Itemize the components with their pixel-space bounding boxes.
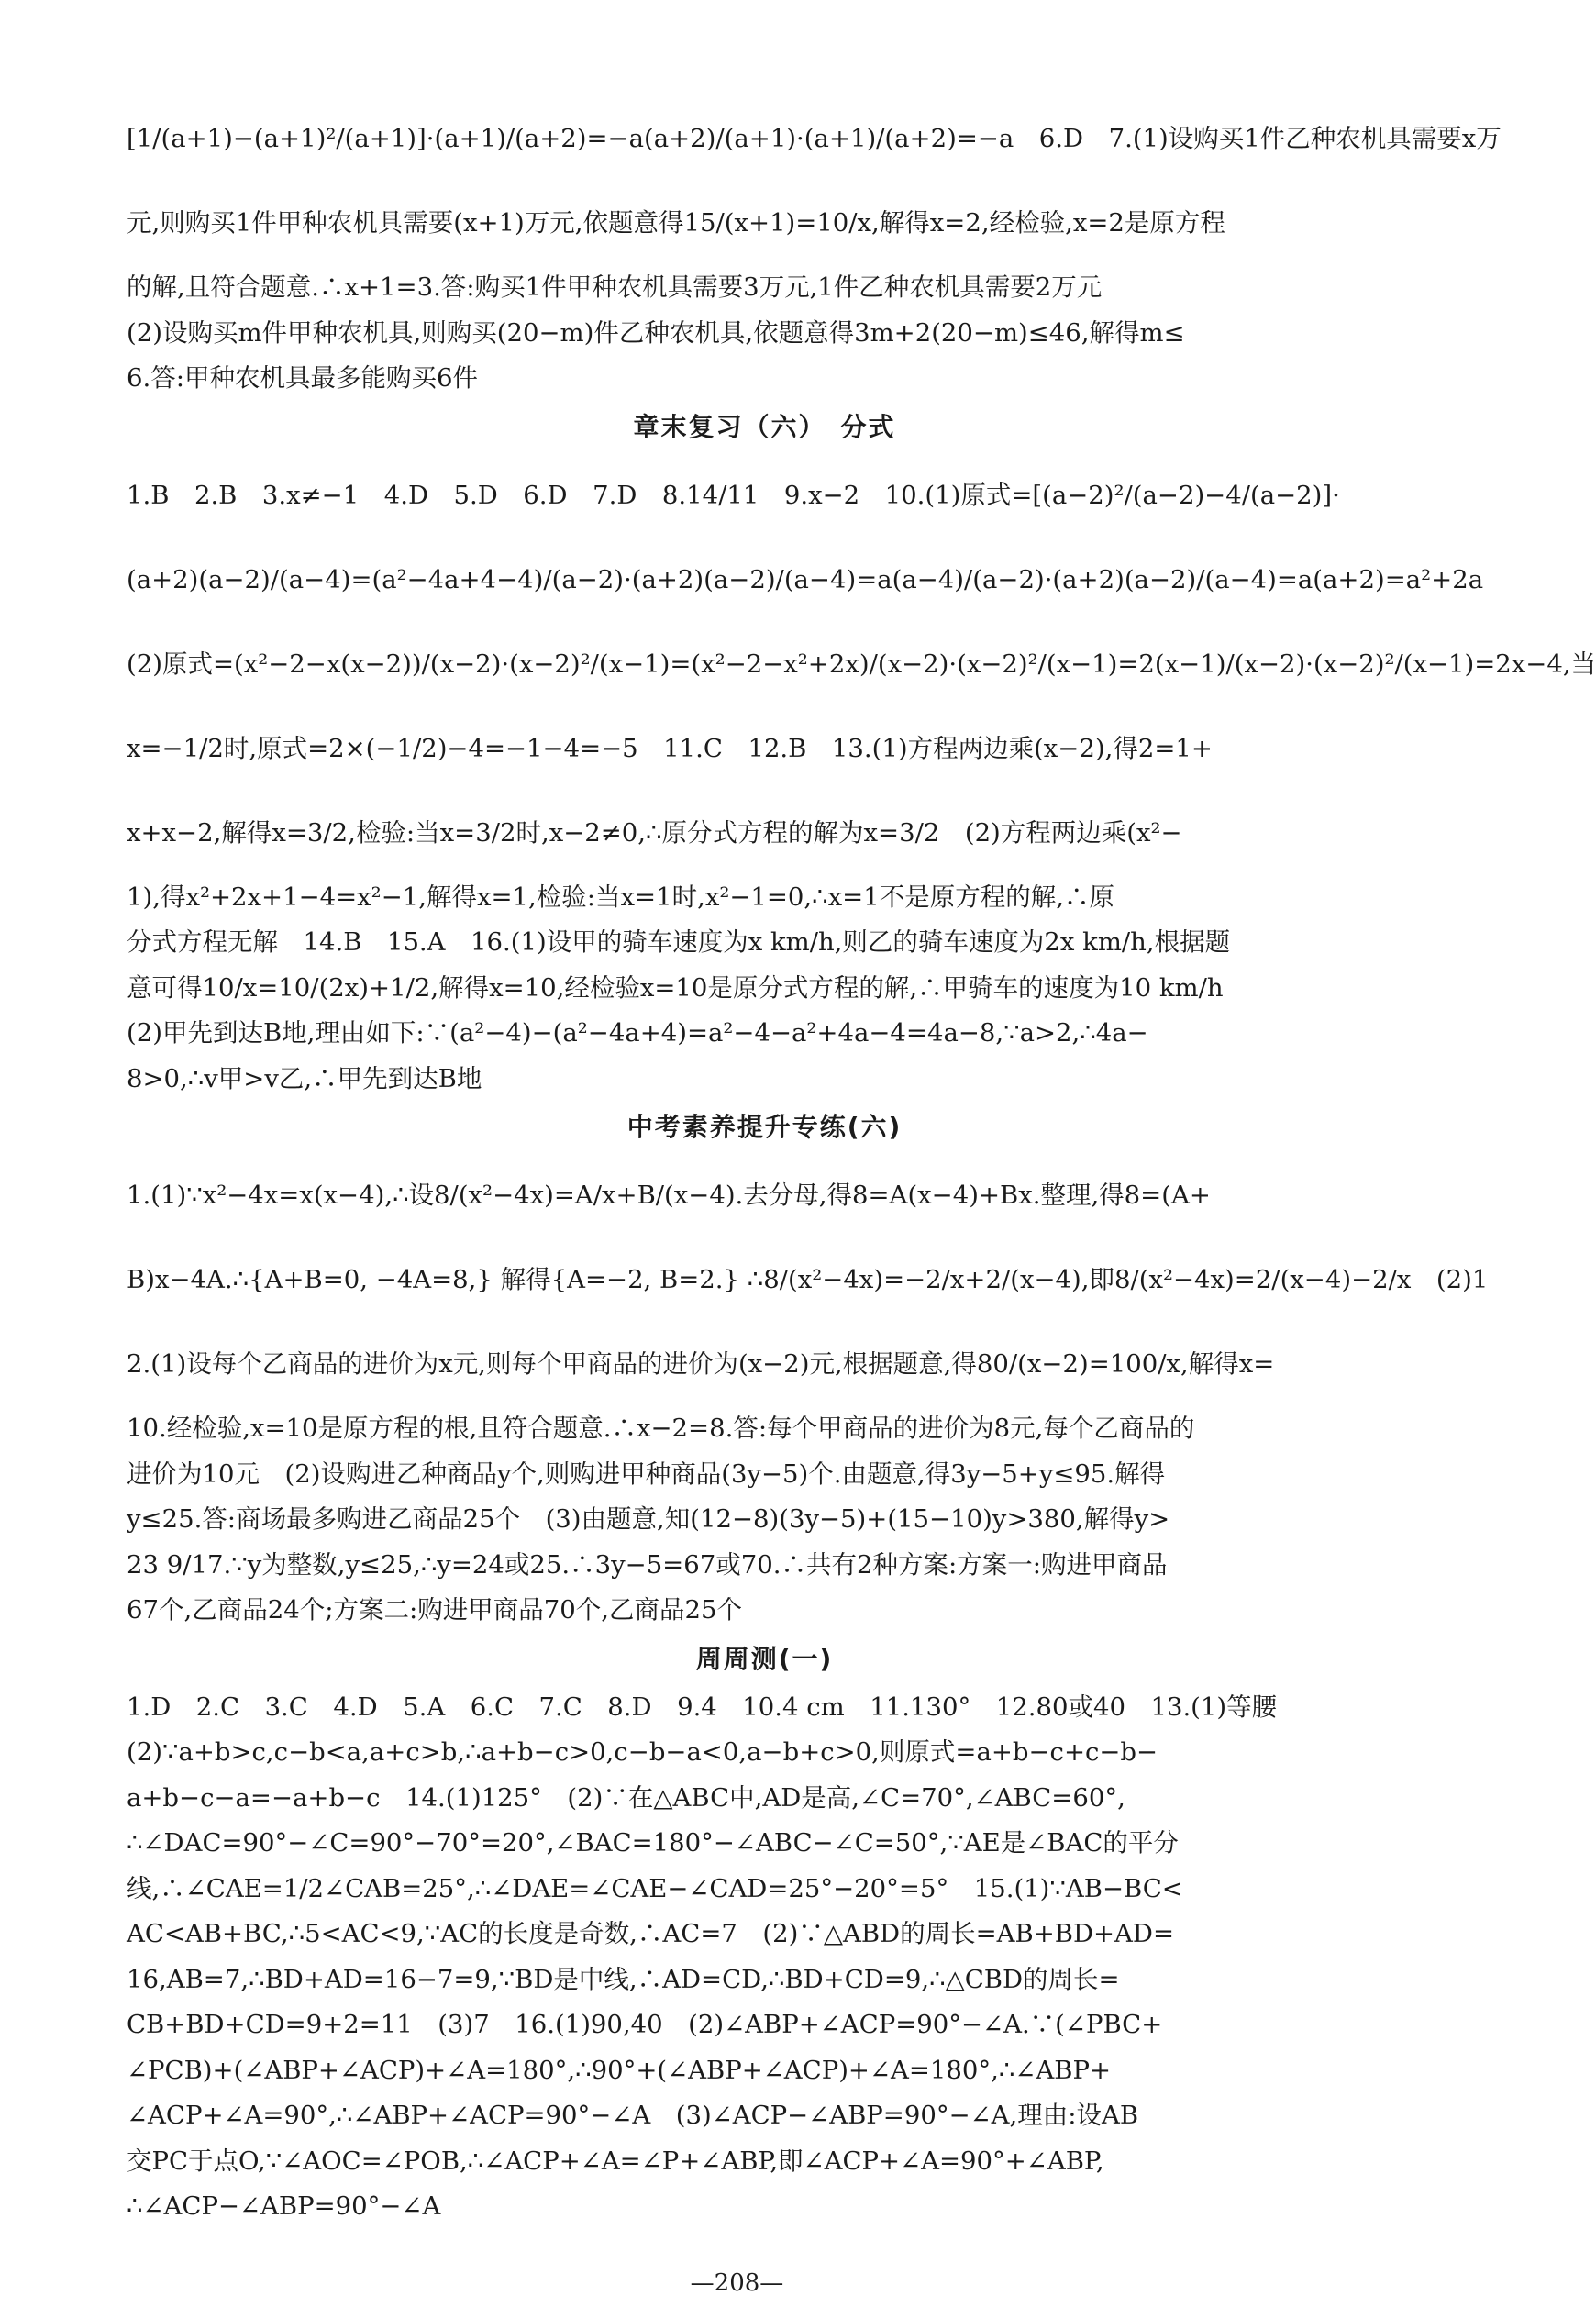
text-line: ∠ACP+∠A=90°,∴∠ABP+∠ACP=90°−∠A (3)∠ACP−∠ABP=90°−∠A,理由:设AB: [127, 2101, 1139, 2130]
text-line: 进价为10元 (2)设购进乙种商品y个,则购进甲种商品(3y−5)个.由题意,得3y−5+y≤95.解得: [127, 1459, 1166, 1489]
text-line: 6.答:甲种农机具最多能购买6件: [127, 363, 478, 393]
text-line: (a+2)(a−2)/(a−4)=(a²−4a+4−4)/(a−2)·(a+2)(a−2)/(a−4)=a(a−4)/(a−2)·(a+2)(a−2)/(a−4)=a(a+2)=a²+2a: [127, 564, 1484, 594]
text-line: 1.B 2.B 3.x≠−1 4.D 5.D 6.D 7.D 8.14/11 9.x−2 10.(1)原式=[(a−2)²/(a−2)−4/(a−2)]·: [127, 480, 1340, 510]
page-number: —208—: [690, 2269, 784, 2297]
text-line: ∴∠ACP−∠ABP=90°−∠A: [127, 2191, 441, 2221]
text-line: [1/(a+1)−(a+1)²/(a+1)]·(a+1)/(a+2)=−a(a+2)/(a+1)·(a+1)/(a+2)=−a 6.D 7.(1)设购买1件乙种农机具需要x万: [127, 124, 1502, 153]
section-title-weekly-test: 周周测(一): [695, 1643, 834, 1674]
text-line: 1.D 2.C 3.C 4.D 5.A 6.C 7.C 8.D 9.4 10.4 cm 11.130° 12.80或40 13.(1)等腰: [127, 1691, 1278, 1722]
text-line: 8>0,∴v甲>v乙,∴甲先到达B地: [127, 1063, 482, 1093]
text-line: x=−1/2时,原式=2×(−1/2)−4=−1−4=−5 11.C 12.B 13.(1)方程两边乘(x−2),得2=1+: [127, 733, 1213, 763]
text-line: 67个,乙商品24个;方案二:购进甲商品70个,乙商品25个: [127, 1595, 742, 1625]
section-weekly-test: [127, 1685, 1402, 2230]
text-line: 意可得10/x=10/(2x)+1/2,解得x=10,经检验x=10是原分式方程的解,∴甲骑车的速度为10 km/h: [127, 972, 1224, 1003]
text-line: 1.(1)∵x²−4x=x(x−4),∴设8/(x²−4x)=A/x+B/(x−4).去分母,得8=A(x−4)+Bx.整理,得8=(A+: [127, 1181, 1211, 1210]
text-line: (2)设购买m件甲种农机具,则购买(20−m)件乙种农机具,依题意得3m+2(20−m)≤46,解得m≤: [127, 317, 1185, 348]
text-line: y≤25.答:商场最多购进乙商品25个 (3)由题意,知(12−8)(3y−5)+(15−10)y>380,解得y>: [127, 1504, 1170, 1534]
text-line: a+b−c−a=−a+b−c 14.(1)125° (2)∵在△ABC中,AD是高,∠C=70°,∠ABC=60°,: [127, 1782, 1125, 1813]
text-line: 2.(1)设每个乙商品的进价为x元,则每个甲商品的进价为(x−2)元,根据题意,得80/(x−2)=100/x,解得x=: [127, 1349, 1275, 1379]
text-line: 23 9/17.∵y为整数,y≤25,∴y=24或25.∴3y−5=67或70.∴共有2种方案:方案一:购进甲商品: [127, 1549, 1168, 1580]
text-line: (2)∵a+b>c,c−b<a,a+c>b,∴a+b−c>0,c−b−a<0,a−b+c>0,则原式=a+b−c+c−b−: [127, 1737, 1158, 1767]
text-line: (2)甲先到达B地,理由如下:∵(a²−4)−(a²−4a+4)=a²−4−a²+4a−4=4a−8,∵a>2,∴4a−: [127, 1018, 1148, 1048]
text-line: B)x−4A.∴{A+B=0, −4A=8,} 解得{A=−2, B=2.} ∴8/(x²−4x)=−2/x+2/(x−4),即8/(x²−4x)=2/(x−4)−2/x (2)1: [127, 1265, 1489, 1294]
section-title-exam-practice: 中考素养提升专练(六): [626, 1112, 903, 1142]
text-line: 1),得x²+2x+1−4=x²−1,解得x=1,检验:当x=1时,x²−1=0,∴x=1不是原方程的解,∴原: [127, 882, 1114, 912]
text-line: CB+BD+CD=9+2=11 (3)7 16.(1)90,40 (2)∠ABP+∠ACP=90°−∠A.∵(∠PBC+: [127, 2010, 1163, 2039]
text-line: 元,则购买1件甲种农机具需要(x+1)万元,依题意得15/(x+1)=10/x,解得x=2,经检验,x=2是原方程: [127, 208, 1225, 238]
text-line: ∴∠DAC=90°−∠C=90°−70°=20°,∠BAC=180°−∠ABC−∠C=50°,∵AE是∠BAC的平分: [127, 1828, 1179, 1858]
answer-block-top: [127, 96, 1502, 402]
text-line: 交PC于点O,∵∠AOC=∠POB,∴∠ACP+∠A=∠P+∠ABP,即∠ACP+∠A=90°+∠ABP,: [127, 2146, 1104, 2176]
text-line: 16,AB=7,∴BD+AD=16−7=9,∵BD是中线,∴AD=CD,∴BD+CD=9,∴△CBD的周长=: [127, 1964, 1120, 1994]
text-line: AC<AB+BC,∴5<AC<9,∵AC的长度是奇数,∴AC=7 (2)∵△ABD的周长=AB+BD+AD=: [127, 1919, 1174, 1948]
text-line: (2)原式=(x²−2−x(x−2))/(x−2)·(x−2)²/(x−1)=(x²−2−x²+2x)/(x−2)·(x−2)²/(x−1)=2(x−1)/(x−2)·(x−2)²/(x−1)=2x−4,当: [127, 649, 1596, 679]
text-line: 的解,且符合题意.∴x+1=3.答:购买1件甲种农机具需要3万元,1件乙种农机具需要2万元: [127, 272, 1103, 302]
text-line: ∠PCB)+(∠ABP+∠ACP)+∠A=180°,∴90°+(∠ABP+∠ACP)+∠A=180°,∴∠ABP+: [127, 2055, 1112, 2085]
section-title-chapter-review: 章末复习（六） 分式: [633, 411, 896, 442]
text-line: 分式方程无解 14.B 15.A 16.(1)设甲的骑车速度为x km/h,则乙的骑车速度为2x km/h,根据题: [127, 927, 1231, 957]
text-line: 线,∴∠CAE=1/2∠CAB=25°,∴∠DAE=∠CAE−∠CAD=25°−20°=5° 15.(1)∵AB−BC<: [127, 1873, 1183, 1903]
section-chapter-review: [127, 453, 1596, 1103]
text-line: x+x−2,解得x=3/2,检验:当x=3/2时,x−2≠0,∴原分式方程的解为x=3/2 (2)方程两边乘(x²−: [127, 817, 1182, 848]
text-line: 10.经检验,x=10是原方程的根,且符合题意.∴x−2=8.答:每个甲商品的进价为8元,每个乙商品的: [127, 1414, 1195, 1443]
section-exam-practice: [127, 1153, 1489, 1634]
